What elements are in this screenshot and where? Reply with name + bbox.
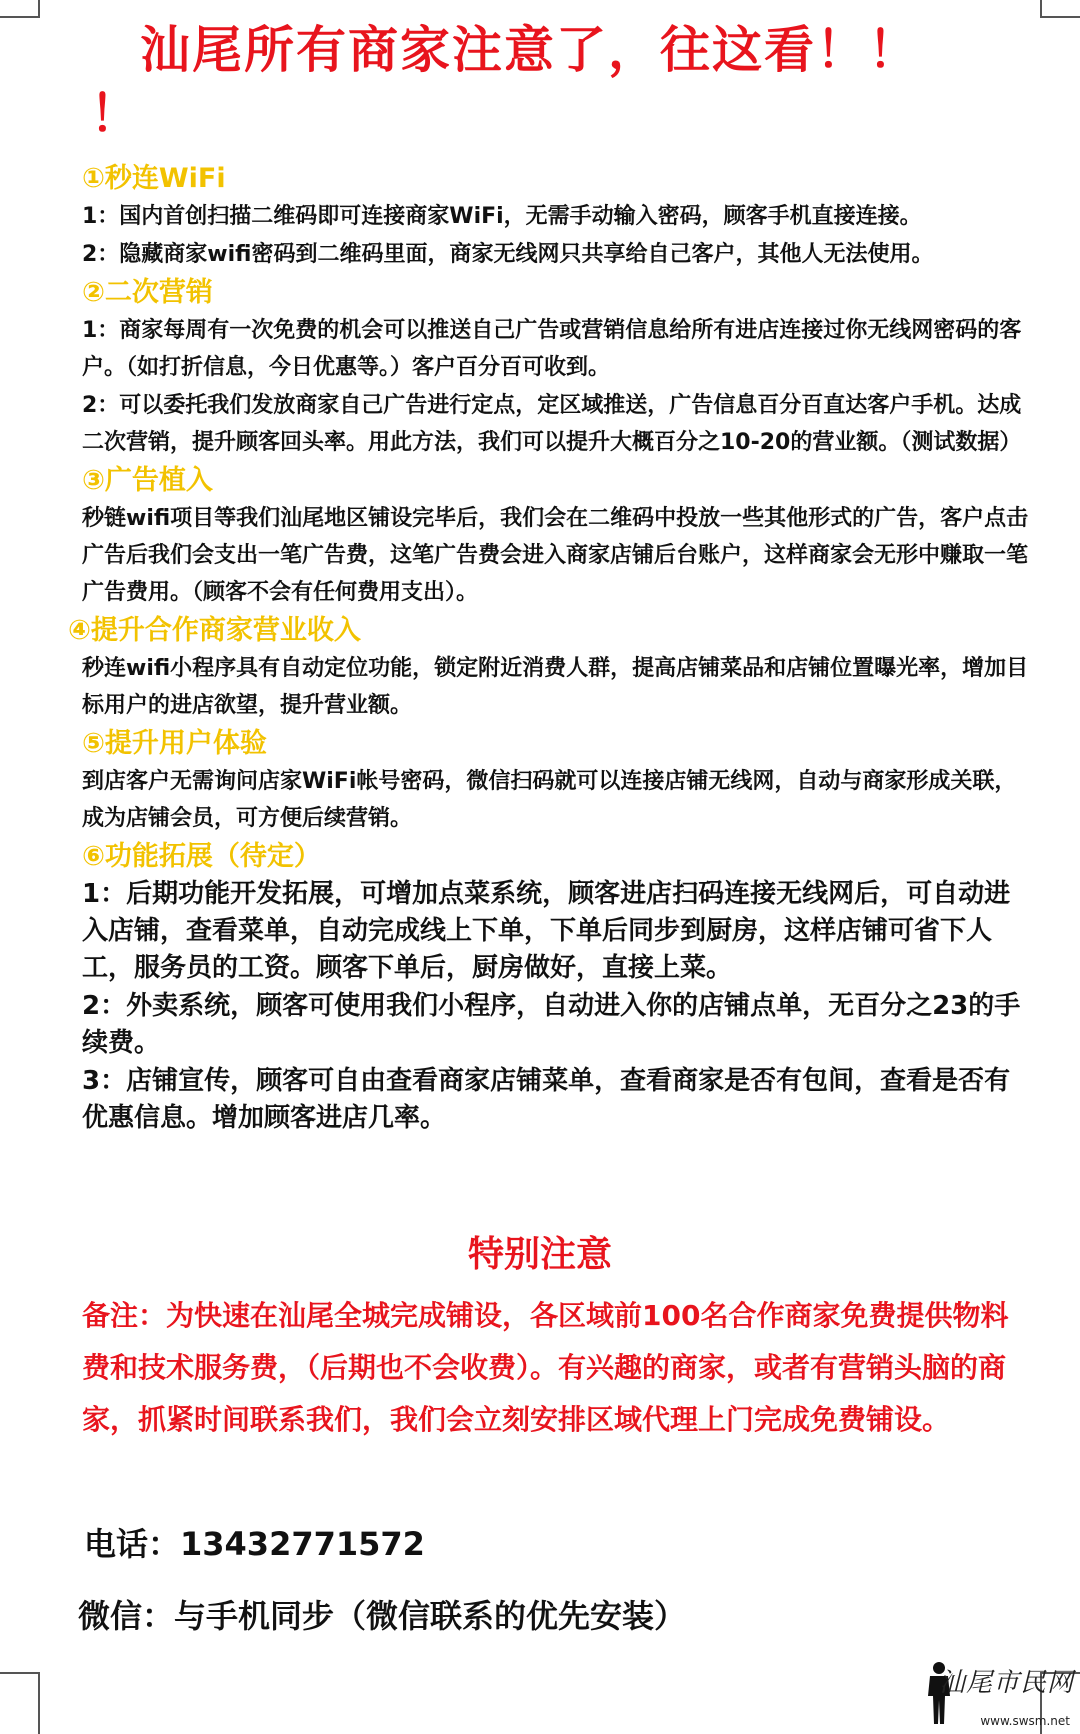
section-revenue — [68, 612, 1032, 724]
crop-mark-top-right — [1040, 0, 1080, 18]
section-heading: ④提升合作商家营业收入 — [68, 615, 361, 646]
section-paragraph: 秒链wifi项目等我们汕尾地区铺设完毕后，我们会在二维码中投放一些其他形式的广告，客户点击广告后我们会支出一笔广告费，这笔广告费会进入商家店铺后台账户，这样商家会无形中赚取一笔广告费用。（顾客不会有任何费用支出）。 — [82, 506, 1029, 605]
contact-phone: 电话：13432771572 — [84, 1525, 425, 1563]
page-title-line1: 汕尾所有商家注意了，往这看！！ — [140, 21, 920, 79]
special-notice-heading: 特别注意 — [467, 1234, 612, 1275]
section-experience — [82, 725, 1032, 837]
section-ads — [82, 462, 1032, 611]
section-heading: ⑤提升用户体验 — [82, 728, 267, 759]
section-extension — [82, 838, 1032, 1137]
section-paragraph: 到店客户无需询问店家WiFi帐号密码，微信扫码就可以连接店铺无线网，自动与商家形成关联，成为店铺会员，可方便后续营销。 — [82, 769, 1017, 831]
crop-mark-bottom-left — [0, 1672, 40, 1734]
section-paragraph: 1：后期功能开发拓展，可增加点菜系统，顾客进店扫码连接无线网后，可自动进入店铺，查看菜单，自动完成线上下单，下单后同步到厨房，这样店铺可省下人工，服务员的工资。顾客下单后，厨房做好，直接上菜。 — [82, 879, 1011, 983]
section-paragraph: 秒连wifi小程序具有自动定位功能，锁定附近消费人群，提高店铺菜品和店铺位置曝光率，增加目标用户的进店欲望，提升营业额。 — [82, 656, 1029, 718]
watermark-text: 汕尾市民网 — [938, 1668, 1074, 1698]
section-heading: ①秒连WiFi — [82, 163, 226, 194]
page-title — [90, 18, 990, 146]
section-paragraph: 2：隐藏商家wifi密码到二维码里面，商家无线网只共享给自己客户，其他人无法使用。 — [82, 242, 934, 267]
section-heading: ⑥功能拓展（待定） — [82, 841, 321, 872]
section-paragraph: 1：商家每周有一次免费的机会可以推送自己广告或营销信息给所有进店连接过你无线网密码的客户。（如打折信息，今日优惠等。）客户百分百可收到。 — [82, 318, 1022, 380]
section-heading: ②二次营销 — [82, 277, 213, 308]
content-body — [68, 160, 1032, 1138]
site-watermark — [924, 1660, 1074, 1730]
section-paragraph: 2：可以委托我们发放商家自己广告进行定点，定区域推送，广告信息百分百直达客户手机。达成二次营销，提升顾客回头率。用此方法，我们可以提升大概百分之10-20的营业额。（测试数据） — [82, 393, 1022, 455]
section-paragraph: 3：店铺宣传，顾客可自由查看商家店铺菜单，查看商家是否有包间，查看是否有优惠信息。增加顾客进店几率。 — [82, 1066, 1011, 1133]
section-marketing — [82, 274, 1032, 461]
section-paragraph: 2：外卖系统，顾客可使用我们小程序，自动进入你的店铺点单，无百分之23的手续费。 — [82, 991, 1021, 1058]
crop-mark-top-left — [0, 0, 40, 18]
section-heading: ③广告植入 — [82, 465, 213, 496]
watermark-url: www.swsm.net — [980, 1714, 1070, 1728]
page-title-line2: ！ — [90, 85, 142, 143]
note-paragraph: 备注：为快速在汕尾全城完成铺设，各区域前100名合作商家免费提供物料费和技术服务费，（后期也不会收费）。有兴趣的商家，或者有营销头脑的商家，抓紧时间联系我们，我们会立刻安排区域代理上门完成免费铺设。 — [82, 1299, 1009, 1436]
section-wifi — [82, 160, 1032, 273]
section-paragraph: 1：国内首创扫描二维码即可连接商家WiFi，无需手动输入密码，顾客手机直接连接。 — [82, 204, 922, 229]
contact-wechat: 微信：与手机同步（微信联系的优先安装） — [78, 1597, 687, 1635]
